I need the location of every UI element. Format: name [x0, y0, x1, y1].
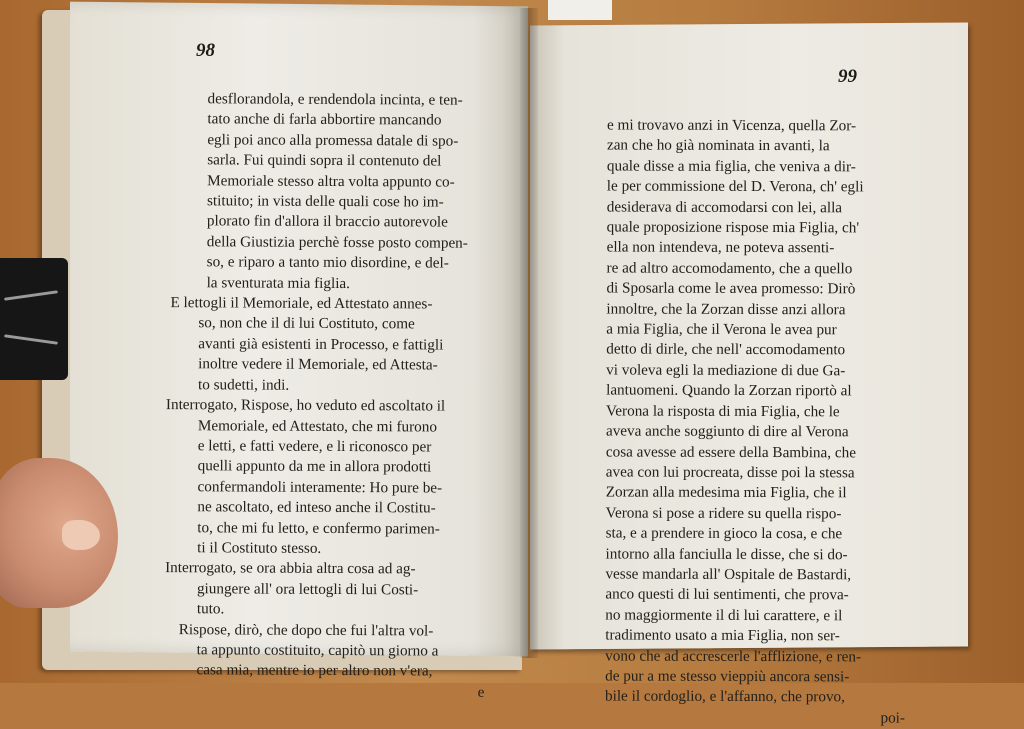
binder-clip [0, 258, 68, 380]
text-line: de pur a me stesso vieppiù ancora sensi- [605, 667, 850, 686]
text-line: desflorandola, e rendendola incinta, e ten- [207, 90, 463, 109]
text-line: ne ascoltato, ed inteso anche il Costitu- [197, 498, 436, 517]
text-line: quale disse a mia figlia, che veniva a dir- [606, 157, 856, 176]
text-line: vesse mandarla all' Ospitale de Bastardi, [605, 565, 852, 584]
right-page-number: 99 [838, 66, 857, 87]
paper-scrap [548, 0, 612, 20]
text-line: innoltre, che la Zorzan disse anzi allora [606, 300, 846, 318]
text-line: avea con lui procreata, disse poi la stessa [605, 463, 855, 482]
text-line: vi voleva egli la mediazione di due Ga- [606, 361, 846, 380]
text-line: zan che ho già nominata in avanti, la [606, 136, 830, 155]
text-line: ta appunto costituito, capitò un giorno a [196, 641, 439, 660]
text-line: no maggiormente il di lui carattere, e il [605, 606, 843, 625]
text-line: intorno alla fanciulla le disse, che si do- [605, 545, 848, 563]
text-line: lantuomeni. Quando la Zorzan riportò al [606, 381, 852, 400]
text-line: Zorzan alla medesima mia Figlia, che il [605, 483, 847, 502]
text-line: Rispose, dirò, che dopo che fui l'altra vol- [178, 620, 434, 640]
text-line: aveva anche soggiunto di dire al Verona [605, 422, 849, 441]
text-line: tuto. [196, 600, 225, 618]
text-line: Verona la risposta di mia Figlia, che le [606, 402, 840, 420]
text-line: la sventurata mia figlia. [206, 273, 351, 292]
book-spine [520, 8, 538, 658]
text-line: avanti già esistenti in Processo, e fattigli [198, 335, 444, 354]
text-line: Memoriale stesso altra volta appunto co- [207, 171, 455, 191]
text-line: confermandoli interamente: Ho pure be- [197, 477, 443, 497]
text-line: sarla. Fui quindi sopra il contenuto del [207, 151, 442, 170]
text-line: quale proposizione rispose mia Figlia, ch' [606, 218, 860, 237]
text-line: inoltre vedere il Memoriale, ed Attesta- [198, 355, 438, 374]
text-line: della Giustizia perchè fosse posto compen- [206, 233, 468, 252]
text-line: E lettogli il Memoriale, ed Attestato annes- [170, 294, 433, 313]
left-page-number: 98 [196, 40, 215, 61]
text-line: casa mia, mentre io per altro non v'era, [196, 661, 433, 680]
right-page-text [605, 115, 907, 728]
text-line: detto di dirle, che nell' accomodamento [606, 340, 846, 359]
text-line: desiderava di accomodarsi con lei, alla [606, 198, 843, 216]
text-line: Interrogato, Risposе, ho veduto ed ascoltato il [165, 396, 446, 415]
text-line: vono che ad accrescerle l'afflizione, e ren- [605, 647, 862, 665]
text-line: plorato fin d'allora il braccio autorevole [206, 212, 448, 231]
text-line: e mi trovavo anzi in Vicenza, quella Zor- [607, 116, 857, 135]
text-line: re ad altro accomodamento, che a quello [606, 259, 853, 278]
left-page-text [164, 89, 517, 703]
text-line: egli poi anco alla promessa datale di spo- [207, 131, 459, 150]
text-line: to, che mi fu letto, e confermo parimen- [197, 518, 440, 538]
text-line: quelli appunto da me in allora prodotti [197, 457, 432, 476]
text-line: giungere all' ora lettogli di lui Costi- [196, 579, 419, 599]
text-line: so, non che il di lui Costituto, come [198, 314, 415, 333]
text-line: ella non intendeva, ne poteva assenti- [606, 238, 835, 257]
text-line: tradimento usato a mia Figlia, non ser- [605, 626, 840, 645]
text-line: Memoriale, ed Attestato, che mi furono [197, 416, 438, 436]
text-line: sta, e a prendere in gioco la cosa, e che [605, 524, 843, 543]
text-line: tato anche di farla abbortire mancando [207, 110, 442, 129]
text-line: di Sposarla come le avea promesso: Dirò [606, 279, 856, 298]
text-line: stituito; in vista delle quali cose ho im- [206, 192, 444, 211]
catchword: poi- [880, 709, 905, 727]
text-line: bile il cordoglio, e l'affanno, che provo, [605, 687, 845, 706]
text-line: cosa avesse ad essere della Bambina, che [605, 442, 856, 461]
text-line: to sudetti, indi. [198, 375, 290, 394]
thumbnail-nail [62, 520, 100, 550]
text-line: anco questi di lui sentimenti, che prova- [605, 585, 849, 604]
text-line: so, e riparo a tanto mio disordine, e del- [206, 253, 449, 272]
text-line: a mia Figlia, che il Verona le avea pur [606, 320, 837, 339]
text-line: ti il Costituto stesso. [197, 539, 322, 557]
text-line: Verona si pose a ridere su quella rispo- [605, 504, 842, 523]
text-line: Interrogato, se ora abbia altra cosa ad ag- [165, 559, 416, 578]
text-line: e letti, e fatti vedere, e li riconosco per [197, 437, 432, 456]
text-line: le per commissione del D. Verona, ch' egli [606, 177, 864, 196]
catchword: e [477, 683, 485, 701]
